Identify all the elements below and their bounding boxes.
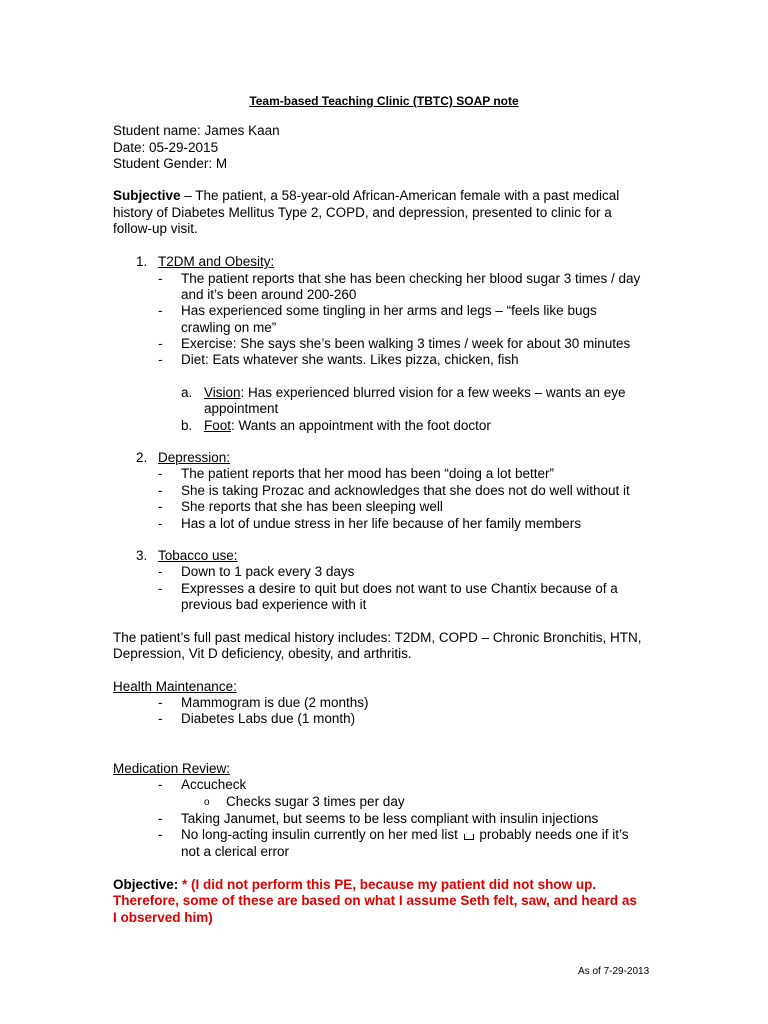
vision-label: Vision [204, 385, 241, 400]
bullet-dash: - [158, 811, 163, 826]
foot-label: Foot [204, 418, 232, 433]
hm-bullet-2: Diabetes Labs due (1 month) [181, 711, 356, 726]
s2-bullet-3: She reports that she has been sleeping well [181, 499, 443, 514]
s1-sub-a-letter: a. [181, 385, 193, 400]
bullet-dash: - [158, 303, 163, 318]
pmh-line-1: The patient’s full past medical history includes: T2DM, COPD – Chronic Bronchitis, HTN, [113, 630, 642, 645]
s1-bullet-3: Exercise: She says she’s been walking 3 times / week for about 30 minutes [181, 336, 631, 351]
s2-bullet-2: She is taking Prozac and acknowledges that she does not do well without it [181, 483, 630, 498]
med-bullet-2: Taking Janumet, but seems to be less compliant with insulin injections [181, 811, 599, 826]
section-3-number: 3. [136, 548, 148, 563]
date: Date: 05-29-2015 [113, 140, 219, 155]
bullet-dash: - [158, 516, 163, 531]
student-gender: Student Gender: M [113, 156, 228, 171]
s3-bullet-2a: Expresses a desire to quit but does not want to use Chantix because of a [181, 581, 618, 596]
objective-line-1: Objective: * (I did not perform this PE, because my patient did not show up. [113, 877, 597, 892]
s3-bullet-1: Down to 1 pack every 3 days [181, 564, 355, 579]
s2-bullet-1: The patient reports that her mood has been “doing a lot better” [181, 466, 554, 481]
section-3-heading: Tobacco use: [158, 548, 238, 563]
objective-line-2: Therefore, some of these are based on what I assume Seth felt, saw, and heard as [113, 893, 637, 908]
health-maintenance-heading: Health Maintenance: [113, 679, 237, 694]
bullet-dash: - [158, 777, 163, 792]
bullet-dash: - [158, 827, 163, 842]
sub-bullet-marker: o [204, 797, 210, 808]
bullet-dash: - [158, 711, 163, 726]
bullet-dash: - [158, 483, 163, 498]
s1-sub-a-cont: appointment [204, 401, 279, 416]
med-bullet-1: Accucheck [181, 777, 247, 792]
page-title: Team-based Teaching Clinic (TBTC) SOAP note [249, 94, 519, 108]
s1-sub-b-letter: b. [181, 418, 193, 433]
s3-bullet-2b: previous bad experience with it [181, 597, 367, 612]
s1-bullet-2b: crawling on me” [181, 320, 277, 335]
objective-label: Objective: [113, 877, 179, 892]
subjective-label: Subjective [113, 188, 181, 203]
bullet-dash: - [158, 336, 163, 351]
bullet-dash: - [158, 581, 163, 596]
student-name: Student name: James Kaan [113, 123, 280, 138]
bullet-dash: - [158, 564, 163, 579]
bullet-dash: - [158, 695, 163, 710]
bullet-dash: - [158, 499, 163, 514]
objective-line-3: I observed him) [113, 910, 213, 925]
s2-bullet-4: Has a lot of undue stress in her life because of her family members [181, 516, 581, 531]
footer-date: As of 7-29-2013 [578, 966, 650, 977]
section-2-number: 2. [136, 450, 148, 465]
bullet-dash: - [158, 466, 163, 481]
s1-sub-b: Foot: Wants an appointment with the foot doctor [204, 418, 491, 433]
bullet-dash: - [158, 271, 163, 286]
subjective-line-2: history of Diabetes Mellitus Type 2, COPD, and depression, presented to clinic for a [113, 205, 612, 220]
medication-review-heading: Medication Review: [113, 761, 231, 776]
s1-bullet-2a: Has experienced some tingling in her arms and legs – “feels like bugs [181, 303, 597, 318]
bullet-dash: - [158, 352, 163, 367]
s1-bullet-4: Diet: Eats whatever she wants. Likes pizza, chicken, fish [181, 352, 519, 367]
med-bullet-3a: No long-acting insulin currently on her med list probably needs one if it’s [181, 827, 629, 842]
s1-bullet-1b: and it’s been around 200-260 [181, 287, 357, 302]
s1-sub-a: Vision: Has experienced blurred vision for a few weeks – wants an eye [204, 385, 626, 400]
med-sub-bullet: Checks sugar 3 times per day [226, 794, 405, 809]
section-1-number: 1. [136, 254, 148, 269]
s1-bullet-1a: The patient reports that she has been checking her blood sugar 3 times / day [181, 271, 641, 286]
subjective-line-1: Subjective – The patient, a 58-year-old African-American female with a past medical [113, 188, 620, 203]
arrow-glyph-icon [464, 834, 474, 840]
section-1-heading: T2DM and Obesity: [158, 254, 275, 269]
section-2-heading: Depression: [158, 450, 231, 465]
hm-bullet-1: Mammogram is due (2 months) [181, 695, 369, 710]
med-bullet-3b: not a clerical error [181, 844, 290, 859]
pmh-line-2: Depression, Vit D deficiency, obesity, and arthritis. [113, 646, 412, 661]
subjective-line-3: follow-up visit. [113, 221, 198, 236]
